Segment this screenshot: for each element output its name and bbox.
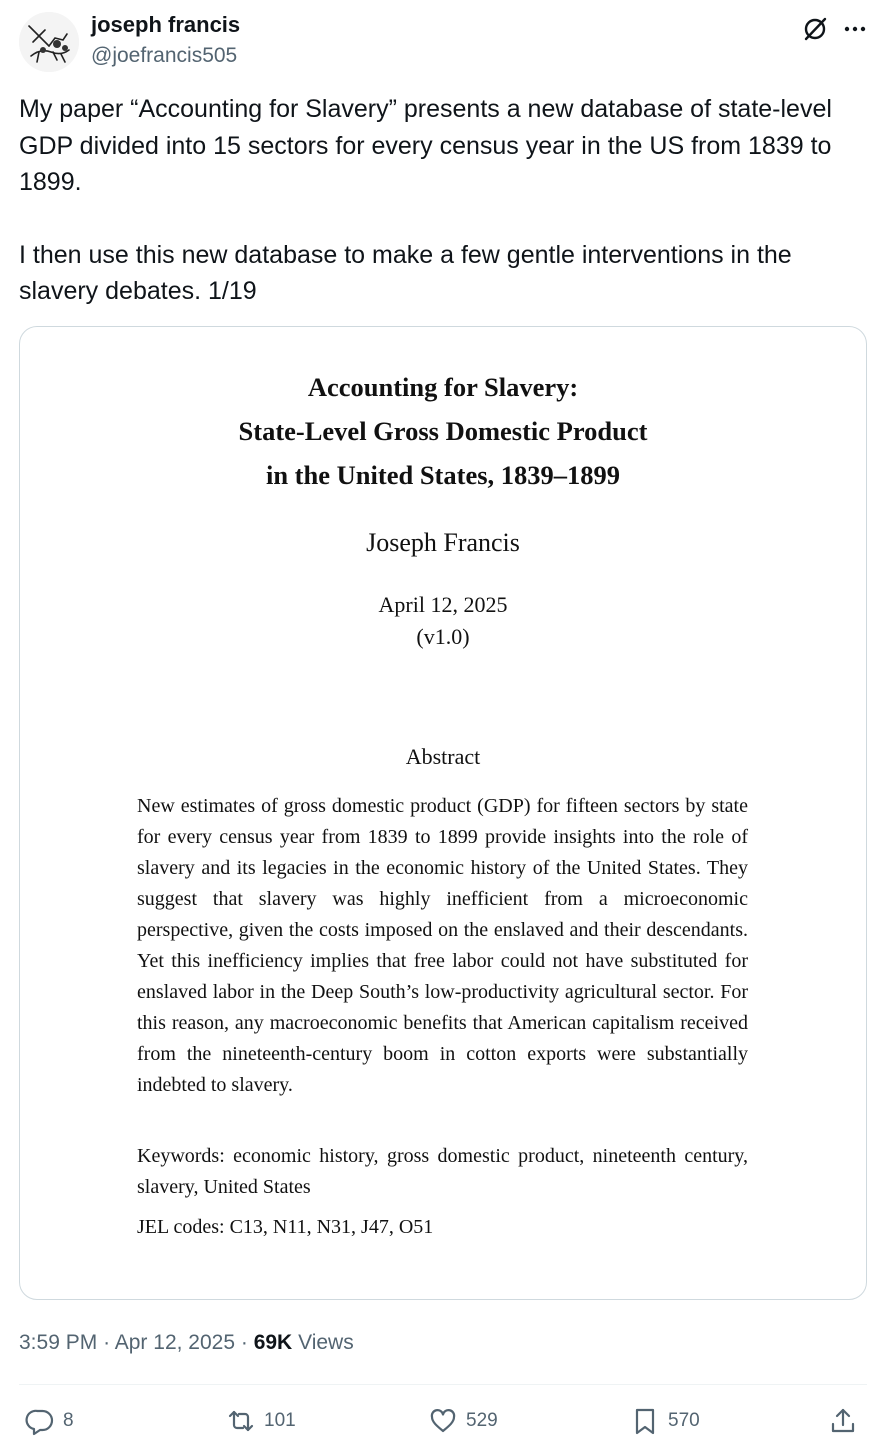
reply-count: 8 (63, 1410, 74, 1431)
paper-keywords: Keywords: economic history, gross domestic product, nineteenth century, slavery, United States (137, 1145, 748, 1198)
meta-separator: · (103, 1331, 111, 1354)
paper-title (20, 365, 866, 497)
paper-abstract-body: New estimates of gross domestic product (GDP) for fifteen sectors by state for every census year from 1839 to 1899 provide insights into the role of slavery and its legacies in the economic history of the United States. They suggest that slavery was highly inefficient from a microeconomic perspective, given the costs imposed on the enslaved and their descendants. Yet this inefficiency implies that free labor could not have substituted for enslaved labor in the Deep South’s low-productivity agricultural sector. For this reason, any macroeconomic benefits that American capitalism received from the nineteenth-century boom in cotton exports were substantially indebted to slavery. (137, 795, 748, 1096)
author-display-name[interactable]: joseph francis (91, 12, 241, 37)
divider (19, 1384, 867, 1385)
views-label: Views (298, 1331, 354, 1354)
paper-jel-codes: JEL codes: C13, N11, N31, J47, O51 (137, 1216, 434, 1238)
tweet-time[interactable]: 3:59 PM (19, 1331, 98, 1354)
paper-title-line: State-Level Gross Domestic Product (238, 416, 648, 446)
paper-date: April 12, 2025 (378, 592, 508, 617)
reply-button[interactable] (25, 1405, 74, 1437)
tweet-date[interactable]: Apr 12, 2025 (114, 1331, 236, 1354)
tweet-paragraph: I then use this new database to make a few gentle interventions in the slavery debates. 1/19 (19, 240, 792, 305)
like-button[interactable] (428, 1405, 498, 1437)
reply-icon (25, 1406, 55, 1436)
repost-count: 101 (264, 1410, 296, 1431)
bookmark-icon (630, 1406, 660, 1436)
tweet-paragraph: My paper “Accounting for Slavery” presents a new database of state-level GDP divided into 15 sectors for every census year in the US from 1839 to 1899. (19, 95, 832, 196)
paper-title-line: in the United States, 1839–1899 (265, 460, 621, 490)
share-icon (828, 1406, 858, 1436)
repost-icon (226, 1406, 256, 1436)
repost-button[interactable] (226, 1405, 296, 1437)
avatar-illustration-icon (19, 12, 79, 72)
meta-separator: · (240, 1331, 248, 1354)
bookmark-count: 570 (668, 1410, 700, 1431)
heart-icon (428, 1406, 458, 1436)
views-count: 69K (253, 1331, 293, 1354)
more-icon[interactable] (840, 14, 870, 44)
tweet-meta (19, 1328, 354, 1358)
author-handle[interactable]: @joefrancis505 (91, 44, 238, 67)
bookmark-button[interactable] (630, 1405, 700, 1437)
share-button[interactable] (828, 1405, 858, 1437)
tweet-text (19, 91, 859, 310)
grok-icon[interactable] (800, 14, 830, 44)
paper-version: (v1.0) (416, 624, 470, 649)
paper-abstract-heading: Abstract (405, 744, 481, 769)
paper-title-line: Accounting for Slavery: (307, 372, 579, 402)
paper-author: Joseph Francis (366, 528, 520, 557)
media-image-paper[interactable] (19, 326, 867, 1300)
avatar[interactable] (19, 12, 79, 72)
paper-date-block (20, 589, 866, 653)
like-count: 529 (466, 1410, 498, 1431)
